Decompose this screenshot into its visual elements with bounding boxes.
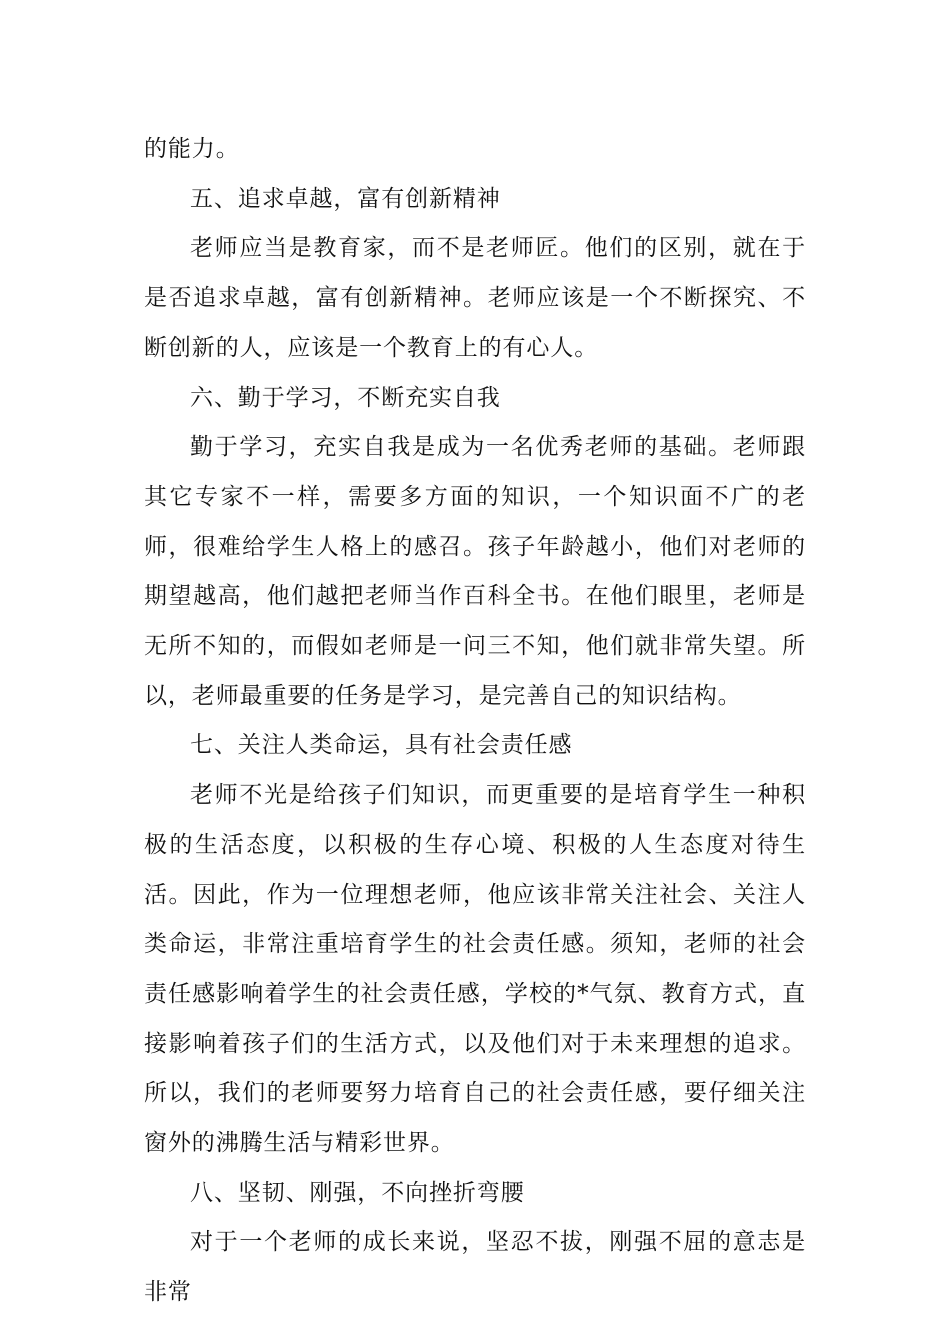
paragraph-continuation: 的能力。	[144, 136, 240, 162]
paragraph-section-5: 老师应当是教育家，而不是老师匠。他们的区别，就在于是否追求卓越，富有创新精神。老师应该是一个不断探究、不断创新的人，应该是一个教育上的有心人。	[144, 235, 806, 361]
paragraph-section-7: 老师不光是给孩子们知识，而更重要的是培育学生一种积极的生活态度，以积极的生存心境、积极的人生态度对待生活。因此，作为一位理想老师，他应该非常关注社会、关注人类命运，非常注重培育学生的社会责任感。须知，老师的社会责任感影响着学生的社会责任感，学校的*气氛、教育方式，直接影响着孩子们的生活方式，以及他们对于未来理想的追求。所以，我们的老师要努力培育自己的社会责任感，要仔细关注窗外的沸腾生活与精彩世界。	[144, 782, 806, 1157]
section-heading-6: 六、勤于学习，不断充实自我	[190, 384, 501, 411]
section-heading-8: 八、坚韧、刚强，不向挫折弯腰	[190, 1179, 525, 1206]
paragraph-section-8: 对于一个老师的成长来说，坚忍不拔，刚强不屈的意志是非常	[144, 1229, 806, 1306]
section-heading-5: 五、追求卓越，富有创新精神	[190, 185, 501, 212]
section-heading-7: 七、关注人类命运，具有社会责任感	[190, 732, 573, 759]
paragraph-section-6: 勤于学习，充实自我是成为一名优秀老师的基础。老师跟其它专家不一样，需要多方面的知识，一个知识面不广的老师，很难给学生人格上的感召。孩子年龄越小，他们对老师的期望越高，他们越把老师当作百科全书。在他们眼里，老师是无所不知的，而假如老师是一问三不知，他们就非常失望。所以，老师最重要的任务是学习，是完善自己的知识结构。	[144, 434, 806, 709]
document-body	[144, 125, 806, 1318]
